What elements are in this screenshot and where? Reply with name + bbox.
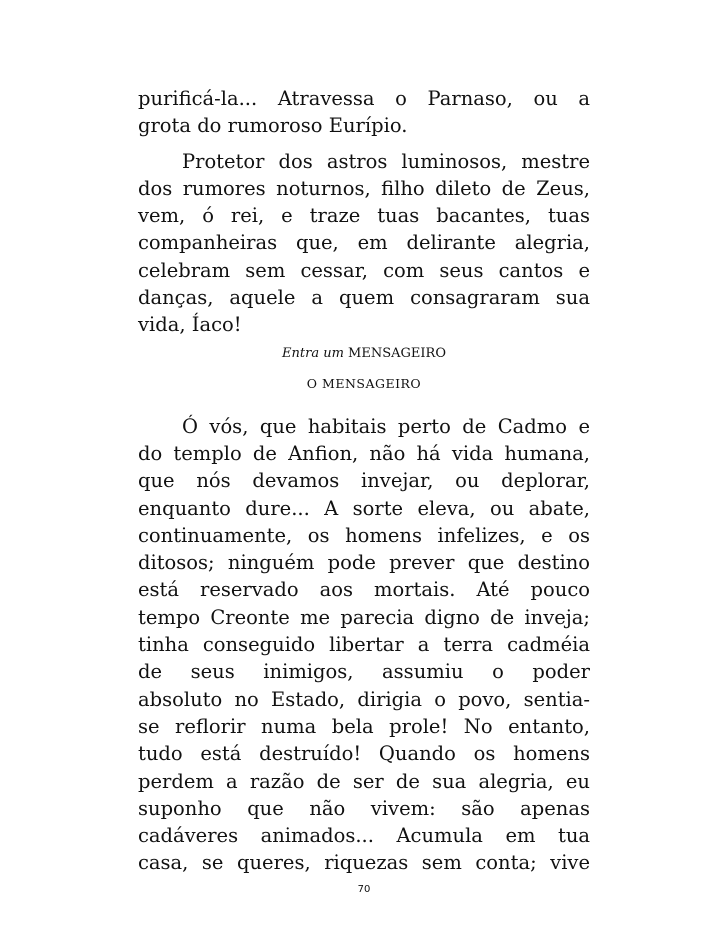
- text-line: Ó vós, que habitais perto de Cadmo e: [182, 414, 590, 438]
- text-line: vida, Íaco!: [138, 313, 242, 337]
- text-line: que nós devamos invejar, ou deplorar,: [138, 469, 590, 493]
- text-line: tudo está destruído! Quando os homens: [138, 742, 590, 766]
- page-body: [138, 85, 590, 877]
- text-line: companheiras que, em delirante alegria,: [138, 231, 590, 255]
- text-line: continuamente, os homens infelizes, e os: [138, 523, 590, 547]
- stage-direction: [138, 345, 590, 363]
- text-line: vem, ó rei, e traze tuas bacantes, tuas: [138, 204, 590, 228]
- text-line: dos rumores noturnos, filho dileto de Zeus,: [138, 176, 590, 200]
- text-line: enquanto dure... A sorte eleva, ou abate,: [138, 496, 590, 520]
- stage-direction-name: MENSAGEIRO: [348, 345, 446, 361]
- text-line: perdem a razão de ser de sua alegria, eu: [138, 769, 590, 793]
- text-line: celebram sem cessar, com seus cantos e: [138, 258, 590, 282]
- text-line: está reservado aos mortais. Até pouco: [138, 578, 590, 602]
- text-line: absoluto no Estado, dirigia o povo, sentia-: [138, 687, 590, 711]
- text-line: se reflorir numa bela prole! No entanto,: [138, 714, 590, 738]
- text-line: ditosos; ninguém pode prever que destino: [138, 551, 590, 575]
- text-line: tempo Creonte me parecia digno de inveja;: [138, 605, 590, 629]
- stanza-2: [138, 148, 590, 339]
- text-line: tinha conseguido libertar a terra cadméia: [138, 633, 590, 657]
- page-number: 70: [357, 884, 371, 895]
- text-line: do templo de Anfion, não há vida humana,: [138, 441, 590, 465]
- text-line: cadáveres animados... Acumula em tua: [138, 824, 590, 848]
- text-line: suponho que não vivem: são apenas: [138, 796, 590, 820]
- stage-direction-italic: Entra um: [282, 345, 344, 361]
- speech: [138, 413, 590, 877]
- stanza-1: [138, 85, 590, 140]
- text-line: danças, aquele a quem consagraram sua: [138, 286, 590, 310]
- text-line: de seus inimigos, assumiu o poder: [138, 660, 590, 684]
- text-line: grota do rumoroso Eurípio.: [138, 114, 408, 138]
- speaker-name: O MENSAGEIRO: [306, 375, 422, 391]
- text-line: purificá-la... Atravessa o Parnaso, ou a: [138, 87, 590, 110]
- text-line: casa, se queres, riquezas sem conta; vive: [138, 851, 590, 875]
- text-line: Protetor dos astros luminosos, mestre: [182, 149, 590, 173]
